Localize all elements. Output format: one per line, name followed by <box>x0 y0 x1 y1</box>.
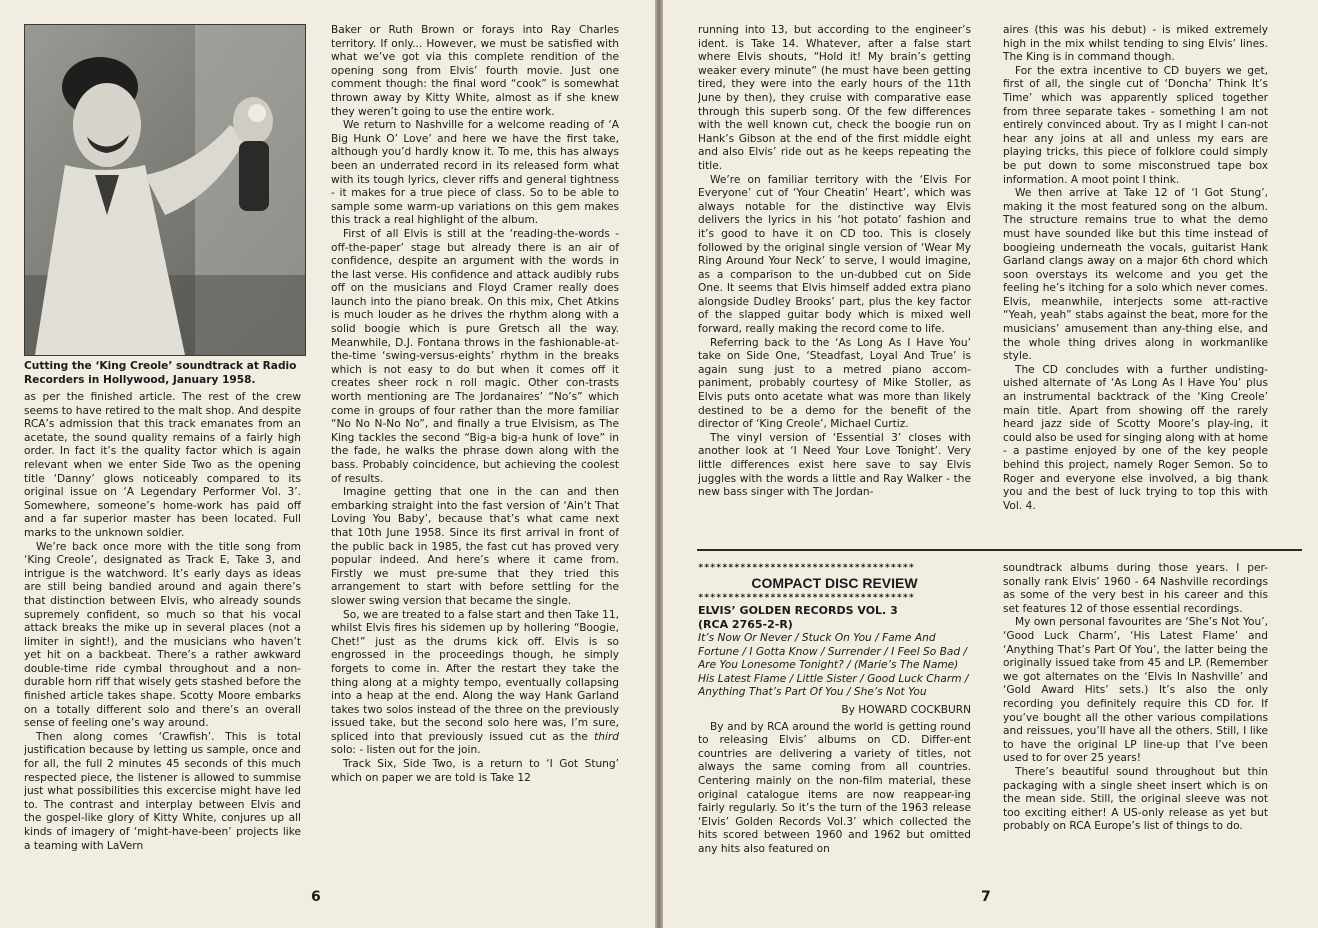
emphasis: third <box>594 730 619 743</box>
paragraph: Track Six, Side Two, is a return to ‘I Got Stung’ which on paper we are told is Take 12 <box>331 758 619 784</box>
paragraph: There’s beautiful sound throughout but thin packaging with a single sheet insert which is on the mean side. Still, the original sleeve was not too exciting either! A US-only release as yet but probably on RCA Europe’s list of things to do. <box>1003 765 1268 833</box>
paragraph: running into 13, but according to the engineer’s ident. is Take 14. Whatever, after a false start where Elvis shouts, “Hold it! My brain’s getting weaker every minute” (he must have been getting tired, they were into the early hours of the 11th June by then), they cruise with comparative ease through this superb song. Of the few differences with the well known cut, check the boogie run on Hank’s Gibson at the end of the first middle eight and also Elvis’ ride out as he keeps repeating the title. <box>698 24 971 172</box>
paragraph: First of all Elvis is still at the ‘reading-the-words -off-the-paper’ stage but already there is an air of confidence, despite an argument with the words in the last verse. His confidence and attack audibly rubs off on the musicians and Floyd Cramer really does launch into the piano break. On this mix, Chet Atkins is much louder as he drives the rhythm along with a solid boogie which is pure Gretsch all the way. Meanwhile, D.J. Fontana throws in the fashionable-at-the-time ‘swing-versus-eights’ rhythm in the breaks which is not easy to do but when it comes off it creates sheer rock n roll magic. Other con-trasts worth mentioning are The Jordanaires’ “No’s” which come in groups of four rather than the more familiar “No No N-No No”, and finally a true Elvisism, as The King tackles the second “Big-a big-a hunk of love” in the fade, he walks the phrase down along with the bass. Probably coincidence, but achieving the coolest of results. <box>331 227 619 485</box>
paragraph <box>331 609 619 759</box>
review-column-2 <box>1003 562 1268 892</box>
left-column-2 <box>331 24 619 890</box>
photo <box>24 24 306 356</box>
photo-singer-icon <box>25 25 305 355</box>
page-number: 7 <box>981 889 991 905</box>
track-list: It’s Now Or Never / Stuck On You / Fame And Fortune / I Gotta Know / Surrender / I Feel So Bad / Are You Lonesome Tonight? / (Marie’s The Name) His Latest Flame / Little Sister / Good Luck Charm / Anything That’s Part Of You / She’s Not You <box>698 632 969 699</box>
paragraph: We’re on familiar territory with the ‘Elvis For Everyone’ cut of ‘Your Cheatin’ Heart’, which was always notable for the distinctive way Elvis delivers the lyrics in his ‘hot potato’ fashion and it’s good to have it on CD too. This is closely followed by the original single version of ‘Wear My Ring Around Your Neck’ to serve, I would imagine, as a comparison to the un-dubbed cut on Side One. It seems that Elvis himself added extra piano alongside Dudley Brooks’ part, plus the key factor of the slapped guitar body which is mixed well forward, really making the record come to life. <box>698 173 971 336</box>
paragraph: Referring back to the ‘As Long As I Have You’ take on Side One, ‘Steadfast, Loyal And True’ is again sung just to a metred piano accom-paniment, probably courtesy of Mike Stoller, as Elvis puts onto acetate what was more than likely destined to be a demo for the benefit of the director of ‘King Creole’, Michael Curtiz. <box>698 336 971 431</box>
paragraph: The vinyl version of ‘Essential 3’ closes with another look at ‘I Need Your Love Tonight’. Very little differences exist here save to say Elvis juggles with the words a little and Ray Walker - the new bass singer with The Jordan- <box>698 431 971 499</box>
book-gutter <box>655 0 663 928</box>
paragraph: My own personal favourites are ‘She’s Not You’, ‘Good Luck Charm’, ‘His Latest Flame’ and ‘Anything That’s Part Of You’, the latter being the originally issued take from 45 and LP. (Remember we got alternates on the ‘Elvis In Nashville’ and ‘Gold Award Hits’ sets.) It’s also the only recording you definitely require this CD for. If you’ve bought all the other various compilations and reissues, you’ll have all the others. Still, I like to have the original LP line-up that I’ve been used to for over 25 years! <box>1003 616 1268 765</box>
paragraph: as per the finished article. The rest of the crew seems to have retired to the malt shop. And despite RCA’s admission that this track emanates from an acetate, the sound quality remains of a fairly high order. In fact it’s the quality factor which is again relevant when we enter Side Two as the opening title ‘Danny’ glows noticeably compared to its original issue on ‘A Legendary Performer Vol. 3’. Somewhere, someone’s home-work has paid off and a far superior master has been located. Full marks to the unknown soldier. <box>24 391 301 539</box>
review-heading: COMPACT DISC REVIEW <box>751 575 918 591</box>
album-catalog: (RCA 2765-2-R) <box>698 618 793 631</box>
paragraph: Then along comes ‘Crawfish’. This is total justification because by letting us sample, once and for all, the full 2 minutes 45 seconds of this much respected piece, the listener is allowed to summise just what possibilities this excercise might have led to. The contrast and interplay between Elvis and the gospel-like glory of Kitty White, conjures up all kinds of imagery of ‘might-have-been’ projects like a teaming with LaVern <box>24 730 301 852</box>
paragraph: We return to Nashville for a welcome reading of ‘A Big Hunk O’ Love’ and here we have the first take, although you’d hardly know it. To me, this has always been an underrated record in its released form what with its tough lyrics, clever riffs and general tightness - it makes for a true piece of class. So to be able to sample some warm-up variations on this gem makes this track a real highlight of the album. <box>331 119 619 227</box>
paragraph-text: So, we are treated to a false start and then Take 11, whilst Elvis fires his sidemen up by hollering “Boogie, Chet!” just as the drums kick off. Elvis is so engrossed in the proceedings though, he simply forgets to come in. After the restart they take the thing along at a mighty tempo, eventually collapsing into a heap at the end. Along the way Hank Garland takes two solos instead of the three on the previously issued take, but the second solo here was, I’m sure, spliced into that previously issued cut as the <box>331 608 619 743</box>
star-divider: ************************************ <box>698 563 915 573</box>
right-page <box>663 0 1318 928</box>
left-page <box>0 0 655 928</box>
review-column-1 <box>698 562 971 888</box>
paragraph: By and by RCA around the world is getting round to releasing Elvis’ albums on CD. Differ-ent countries are delivering a variety of titles, not always the same coming from all countries. Centering mainly on the non-film material, these original catalogue items are now reappear-ing fairly regularly. So it’s the turn of the 1963 release ‘Elvis’ Golden Records Vol.3’ which collected the hits scored between 1960 and 1962 but omitted any hits also featured on <box>698 720 971 855</box>
paragraph: For the extra incentive to CD buyers we get, first of all, the single cut of ‘Doncha’ Think It’s Time’ which was apparently spliced together from three separate takes - something I am not entirely convinced about. Try as I might I can-not hear any joins at all and unless my ears are playing tricks, this piece of folklore could simply be put down to some misconstrued tape box information. A moot point I think. <box>1003 64 1268 186</box>
section-divider <box>697 549 1302 551</box>
paragraph: We’re back once more with the title song from ‘King Creole’, designated as Track E, Take 3, and intrigue is the watchword. It’s early days as ideas are still being bandied around and again there’s that distinction between Elvis, who already sounds supremely confident, so much so that his vocal attack breaks the mike up in several places (not a limiter in sight!), and the musicians who haven’t yet hit on a backbeat. There’s a rather awkward double-time ride cymbal throughout and a non-durable horn riff that wisely gets stashed before the finished article takes shape. Scotty Moore embarks on a totally different solo and there’s an overall sense of feeling one’s way around. <box>24 540 301 730</box>
paragraph: We then arrive at Take 12 of ‘I Got Stung’, making it the most featured song on the album. The structure remains true to what the demo must have sounded like but this time instead of boogieing underneath the vocals, guitarist Hank Garland clangs away on a major 6th chord which soon overstays its welcome and you get the feeling he’s itching for a solo which never comes. Elvis, meanwhile, interjects some att-ractive “Yeah, yeah” stabs against the beat, more for the musicians’ amusement than any-thing else, and the whole thing drives along in workmanlike style. <box>1003 187 1268 363</box>
page-number: 6 <box>311 889 321 905</box>
paragraph-text: solo: - listen out for the join. <box>331 744 481 757</box>
paragraph: The CD concludes with a further undisting-uished alternate of ‘As Long As I Have You’ plus an instrumental backtrack of the ‘King Creole’ main title. Apart from showing off the rarely heard jazz side of Scotty Moore’s play-ing, it could also be used for singing along with at home - a pastime enjoyed by one of the key people behind this project, namely Roger Semon. So to Roger and everyone else involved, a big thank you and the best of luck trying to top this with Vol. 4. <box>1003 363 1268 512</box>
paragraph: Imagine getting that one in the can and then embarking straight into the fast version of ‘Ain’t That Loving You Baby’, because that’s what came next that 10th June 1958. Since its first arrival in front of the public back in 1985, the fast cut has proved very popular indeed. And here’s where it came from. Firstly we must pre-sume that they tried this arrangement to start with before settling for the slower swing version that became the single. <box>331 486 619 607</box>
byline: By HOWARD COCKBURN <box>841 703 971 716</box>
star-divider: ************************************ <box>698 593 915 603</box>
right-column-2 <box>1003 24 1268 542</box>
photo-caption: Cutting the ‘King Creole’ soundtrack at Radio Recorders in Hollywood, January 1958. <box>24 360 297 386</box>
paragraph: Baker or Ruth Brown or forays into Ray Charles territory. If only... However, we must be satisfied with what we’ve got via this complete rendition of the opening song from Elvis’ fourth movie. Just one comment though: the final word “cook” is somewhat thrown away by Kitty White, almost as if she knew they weren’t going to use the entire work. <box>331 24 619 118</box>
album-title: ELVIS’ GOLDEN RECORDS VOL. 3 <box>698 604 898 617</box>
left-column-1 <box>24 391 301 906</box>
paragraph: soundtrack albums during those years. I per-sonally rank Elvis’ 1960 - 64 Nashville recordings as some of the very best in his career and this set features 12 of those essential recordings. <box>1003 562 1268 615</box>
right-column-1 <box>698 24 971 542</box>
paragraph: aires (this was his debut) - is miked extremely high in the mix whilst tending to sing Elvis’ lines. The King is in command though. <box>1003 24 1268 64</box>
